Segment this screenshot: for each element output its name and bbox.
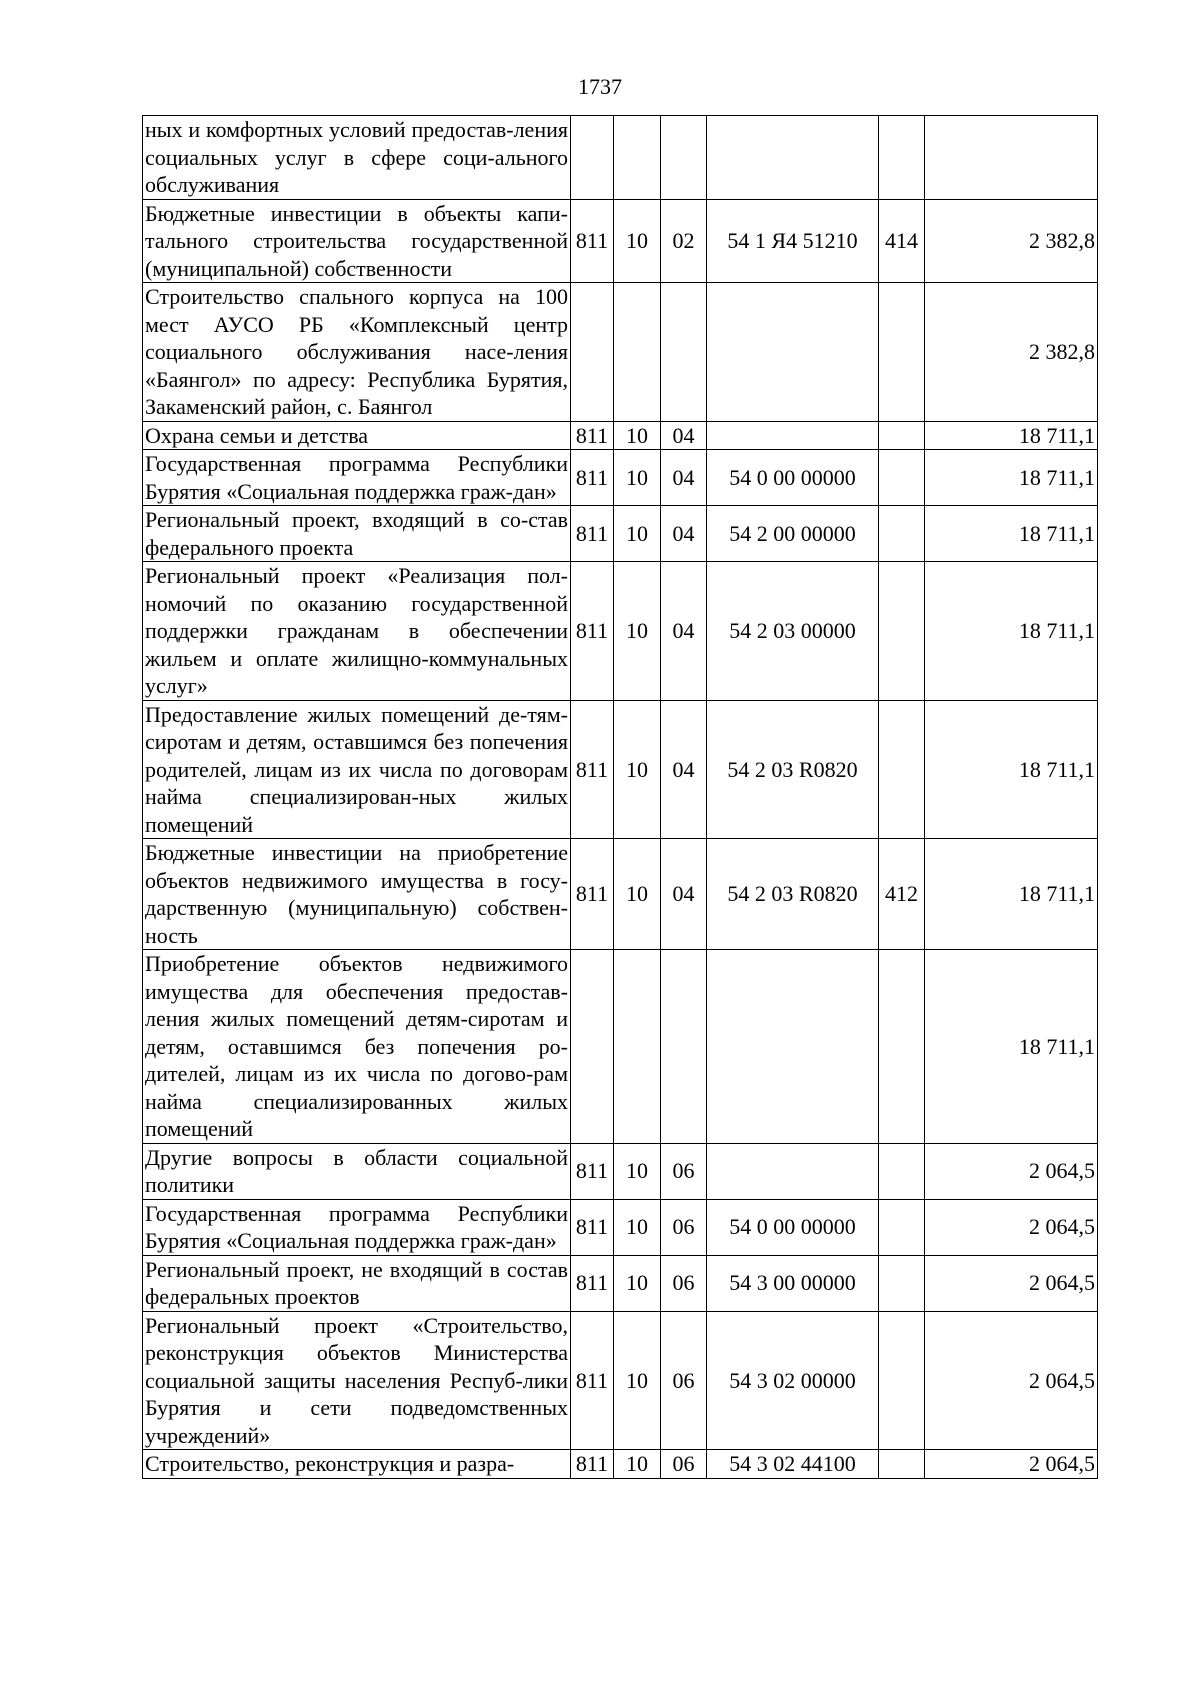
row-target-article xyxy=(707,1143,879,1199)
row-amount: 2 064,5 xyxy=(925,1143,1098,1199)
table-row xyxy=(143,450,1098,506)
row-amount: 18 711,1 xyxy=(925,421,1098,450)
row-target-article xyxy=(707,421,879,450)
row-grbs-code: 811 xyxy=(571,450,614,506)
row-expense-type xyxy=(879,700,925,839)
row-subsection-code xyxy=(661,950,707,1144)
row-expense-type xyxy=(879,1255,925,1311)
row-target-article xyxy=(707,950,879,1144)
row-subsection-code: 04 xyxy=(661,450,707,506)
row-description: Предоставление жилых помещений де-тям-сиротам и детям, оставшимся без попечения родителей, лицам из их числа по договорам найма специализирован-ных жилых помещений xyxy=(143,700,571,839)
table-row xyxy=(143,1450,1098,1479)
row-amount: 18 711,1 xyxy=(925,839,1098,950)
row-section-code: 10 xyxy=(614,562,661,701)
row-expense-type xyxy=(879,283,925,422)
row-amount: 18 711,1 xyxy=(925,450,1098,506)
row-subsection-code: 04 xyxy=(661,506,707,562)
row-grbs-code: 811 xyxy=(571,700,614,839)
row-description: Другие вопросы в области социальной политики xyxy=(143,1143,571,1199)
row-grbs-code: 811 xyxy=(571,562,614,701)
row-grbs-code: 811 xyxy=(571,506,614,562)
row-section-code: 10 xyxy=(614,839,661,950)
row-expense-type xyxy=(879,1450,925,1479)
row-section-code: 10 xyxy=(614,199,661,283)
row-grbs-code xyxy=(571,116,614,200)
row-subsection-code: 06 xyxy=(661,1143,707,1199)
row-amount xyxy=(925,116,1098,200)
table-row xyxy=(143,839,1098,950)
row-amount: 2 382,8 xyxy=(925,283,1098,422)
row-subsection-code xyxy=(661,116,707,200)
budget-table xyxy=(142,115,1098,1479)
row-subsection-code: 06 xyxy=(661,1199,707,1255)
row-amount: 18 711,1 xyxy=(925,506,1098,562)
table-row xyxy=(143,950,1098,1144)
row-section-code xyxy=(614,283,661,422)
row-grbs-code: 811 xyxy=(571,839,614,950)
table-row xyxy=(143,700,1098,839)
row-amount: 2 064,5 xyxy=(925,1450,1098,1479)
table-row xyxy=(143,116,1098,200)
row-description: Строительство спального корпуса на 100 мест АУСО РБ «Комплексный центр социального обслуживания насе-ления «Баянгол» по адресу: Республика Бурятия, Закаменский район, с. Баянгол xyxy=(143,283,571,422)
row-section-code: 10 xyxy=(614,450,661,506)
row-grbs-code: 811 xyxy=(571,199,614,283)
row-grbs-code: 811 xyxy=(571,1255,614,1311)
row-description: Государственная программа Республики Бурятия «Социальная поддержка граж-дан» xyxy=(143,1199,571,1255)
row-expense-type xyxy=(879,562,925,701)
row-target-article: 54 2 03 R0820 xyxy=(707,700,879,839)
row-target-article: 54 3 02 44100 xyxy=(707,1450,879,1479)
row-description: Бюджетные инвестиции в объекты капи-тального строительства государственной (муниципальной) собственности xyxy=(143,199,571,283)
row-subsection-code: 06 xyxy=(661,1255,707,1311)
row-description: Строительство, реконструкция и разра- xyxy=(143,1450,571,1479)
row-description: Приобретение объектов недвижимого имущества для обеспечения предостав-ления жилых помещений детям-сиротам и детям, оставшимся без попечения ро-дителей, лицам из их числа по догово-рам найма специализированных жилых помещений xyxy=(143,950,571,1144)
row-grbs-code xyxy=(571,950,614,1144)
row-expense-type xyxy=(879,950,925,1144)
row-section-code: 10 xyxy=(614,1199,661,1255)
row-section-code: 10 xyxy=(614,506,661,562)
table-row xyxy=(143,1199,1098,1255)
row-expense-type xyxy=(879,1143,925,1199)
row-subsection-code: 04 xyxy=(661,421,707,450)
row-grbs-code: 811 xyxy=(571,1450,614,1479)
row-expense-type xyxy=(879,450,925,506)
row-subsection-code: 02 xyxy=(661,199,707,283)
row-section-code: 10 xyxy=(614,421,661,450)
row-description: Региональный проект «Реализация пол-номочий по оказанию государственной поддержки гражданам в обеспечении жильем и оплате жилищно-коммунальных услуг» xyxy=(143,562,571,701)
row-section-code: 10 xyxy=(614,1311,661,1450)
row-section-code xyxy=(614,950,661,1144)
row-subsection-code: 04 xyxy=(661,700,707,839)
row-target-article: 54 0 00 00000 xyxy=(707,1199,879,1255)
row-section-code: 10 xyxy=(614,1143,661,1199)
row-grbs-code: 811 xyxy=(571,1143,614,1199)
row-target-article: 54 3 00 00000 xyxy=(707,1255,879,1311)
row-subsection-code: 04 xyxy=(661,839,707,950)
row-amount: 2 064,5 xyxy=(925,1199,1098,1255)
row-expense-type xyxy=(879,421,925,450)
row-amount: 2 064,5 xyxy=(925,1311,1098,1450)
row-grbs-code: 811 xyxy=(571,421,614,450)
row-expense-type xyxy=(879,1199,925,1255)
row-expense-type xyxy=(879,1311,925,1450)
row-description: ных и комфортных условий предостав-ления социальных услуг в сфере соци-ального обслуживания xyxy=(143,116,571,200)
row-amount: 18 711,1 xyxy=(925,562,1098,701)
row-description: Региональный проект, входящий в со-став федерального проекта xyxy=(143,506,571,562)
row-expense-type xyxy=(879,116,925,200)
row-description: Региональный проект, не входящий в состав федеральных проектов xyxy=(143,1255,571,1311)
table-row xyxy=(143,1255,1098,1311)
row-description: Государственная программа Республики Бурятия «Социальная поддержка граж-дан» xyxy=(143,450,571,506)
row-amount: 2 382,8 xyxy=(925,199,1098,283)
table-row xyxy=(143,421,1098,450)
row-description: Охрана семьи и детства xyxy=(143,421,571,450)
row-description: Региональный проект «Строительство, реконструкция объектов Министерства социальной защиты населения Респуб-лики Бурятия и сети подведомственных учреждений» xyxy=(143,1311,571,1450)
row-subsection-code: 06 xyxy=(661,1450,707,1479)
row-section-code: 10 xyxy=(614,1450,661,1479)
row-target-article: 54 3 02 00000 xyxy=(707,1311,879,1450)
row-target-article: 54 2 03 00000 xyxy=(707,562,879,701)
row-target-article xyxy=(707,283,879,422)
table-row xyxy=(143,506,1098,562)
row-section-code: 10 xyxy=(614,1255,661,1311)
row-subsection-code: 04 xyxy=(661,562,707,701)
table-row xyxy=(143,562,1098,701)
row-grbs-code xyxy=(571,283,614,422)
page-number: 1737 xyxy=(578,74,622,99)
budget-table-body xyxy=(143,116,1098,1479)
row-subsection-code: 06 xyxy=(661,1311,707,1450)
row-subsection-code xyxy=(661,283,707,422)
row-target-article: 54 0 00 00000 xyxy=(707,450,879,506)
row-section-code: 10 xyxy=(614,700,661,839)
row-target-article: 54 1 Я4 51210 xyxy=(707,199,879,283)
table-row xyxy=(143,199,1098,283)
row-expense-type xyxy=(879,506,925,562)
row-expense-type: 414 xyxy=(879,199,925,283)
row-target-article: 54 2 03 R0820 xyxy=(707,839,879,950)
row-amount: 18 711,1 xyxy=(925,700,1098,839)
table-row xyxy=(143,283,1098,422)
row-target-article xyxy=(707,116,879,200)
row-target-article: 54 2 00 00000 xyxy=(707,506,879,562)
row-amount: 18 711,1 xyxy=(925,950,1098,1144)
table-row xyxy=(143,1143,1098,1199)
row-section-code xyxy=(614,116,661,200)
row-description: Бюджетные инвестиции на приобретение объектов недвижимого имущества в госу-дарственную (муниципальную) собствен-ность xyxy=(143,839,571,950)
row-grbs-code: 811 xyxy=(571,1199,614,1255)
table-row xyxy=(143,1311,1098,1450)
row-expense-type: 412 xyxy=(879,839,925,950)
row-grbs-code: 811 xyxy=(571,1311,614,1450)
row-amount: 2 064,5 xyxy=(925,1255,1098,1311)
